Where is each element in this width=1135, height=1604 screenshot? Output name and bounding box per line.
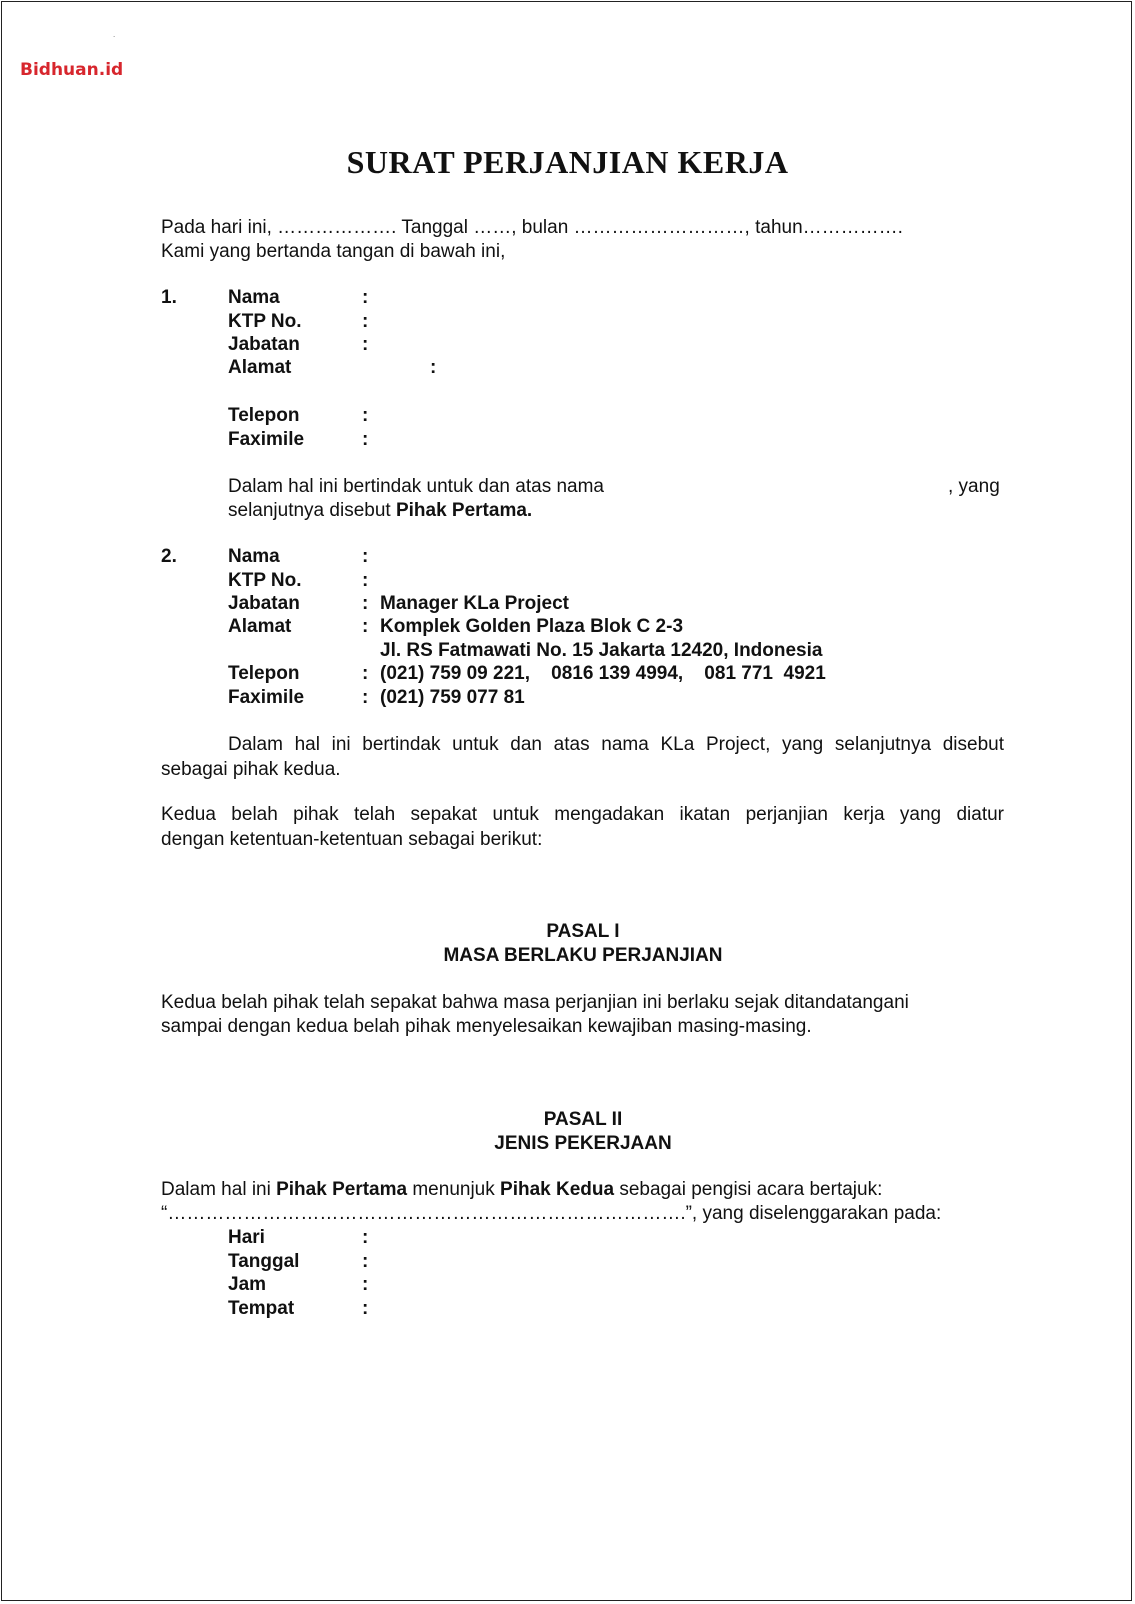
pasal2-line-1	[161, 1178, 882, 1202]
party1-nama-label: Nama	[228, 287, 280, 308]
logo-mark: .	[113, 30, 116, 39]
party1-ktp-label: KTP No.	[228, 311, 302, 332]
brand-logo: Bidhuan.id	[20, 60, 124, 80]
colon: :	[362, 1298, 369, 1319]
party1-desc-b: , yang	[948, 476, 1000, 497]
pasal1-heading: PASAL I	[546, 921, 620, 942]
party2-jabatan-label: Jabatan	[228, 593, 300, 614]
pasal2-tanggal-label: Tanggal	[228, 1251, 300, 1272]
pasal2-pihak-kedua: Pihak Kedua	[500, 1179, 615, 1200]
pasal2-text-c: menunjuk	[412, 1179, 495, 1200]
party1-faximile-label: Faximile	[228, 429, 305, 450]
colon: :	[362, 1227, 369, 1248]
party2-number: 2.	[161, 546, 177, 567]
pasal2-jam-label: Jam	[228, 1274, 267, 1295]
colon: :	[362, 1251, 369, 1272]
colon: :	[362, 687, 369, 708]
colon: :	[362, 311, 369, 332]
party2-faximile-value: (021) 759 077 81	[380, 687, 525, 708]
pasal1-line-2: sampai dengan kedua belah pihak menyelesaikan kewajiban masing-masing.	[161, 1016, 812, 1037]
colon: :	[362, 546, 369, 567]
pasal1-subheading: MASA BERLAKU PERJANJIAN	[443, 945, 723, 966]
colon: :	[362, 334, 369, 355]
pasal2-hari-label: Hari	[228, 1227, 265, 1248]
colon: :	[362, 663, 369, 684]
colon: :	[430, 357, 437, 378]
pasal2-subheading: JENIS PEKERJAAN	[494, 1133, 672, 1154]
party1-jabatan-label: Jabatan	[228, 334, 300, 355]
pasal2-pihak-pertama: Pihak Pertama	[276, 1179, 408, 1200]
pasal2-tempat-label: Tempat	[228, 1298, 295, 1319]
intro-line-2: Kami yang bertanda tangan di bawah ini,	[161, 241, 506, 262]
party1-desc-a: Dalam hal ini bertindak untuk dan atas nama	[228, 476, 605, 497]
pasal2-text-a: Dalam hal ini	[161, 1179, 271, 1200]
colon: :	[362, 429, 369, 450]
colon: :	[362, 1274, 369, 1295]
colon: :	[362, 405, 369, 426]
party1-telepon-label: Telepon	[228, 405, 300, 426]
party2-alamat-label: Alamat	[228, 616, 292, 637]
party2-desc-line2: sebagai pihak kedua.	[161, 759, 341, 780]
colon: :	[362, 287, 369, 308]
party2-telepon-value: (021) 759 09 221, 0816 139 4994, 081 771 4921	[380, 663, 826, 684]
party2-alamat-value-1: Komplek Golden Plaza Blok C 2-3	[380, 616, 684, 637]
pasal1-line-1: Kedua belah pihak telah sepakat bahwa masa perjanjian ini berlaku sejak ditandatangani	[161, 992, 909, 1013]
pasal2-line-2: “……………………………………………………………………….”, yang diselenggarakan pada:	[161, 1203, 942, 1224]
colon: :	[362, 616, 369, 637]
party2-ktp-label: KTP No.	[228, 570, 302, 591]
party1-desc-line2	[228, 499, 532, 523]
party2-telepon-label: Telepon	[228, 663, 300, 684]
document-title: SURAT PERJANJIAN KERJA	[346, 144, 789, 180]
pasal2-text-e: sebagai pengisi acara bertajuk:	[619, 1179, 883, 1200]
party2-desc-line1: Dalam hal ini bertindak untuk dan atas nama KLa Project, yang selanjutnya disebut	[228, 734, 1004, 755]
party2-faximile-label: Faximile	[228, 687, 305, 708]
party2-nama-label: Nama	[228, 546, 280, 567]
party2-jabatan-value: Manager KLa Project	[380, 593, 569, 614]
agreement-line-1: Kedua belah pihak telah sepakat untuk mengadakan ikatan perjanjian kerja yang diatur	[161, 804, 1004, 825]
colon: :	[362, 593, 369, 614]
party1-role: Pihak Pertama.	[395, 500, 533, 521]
colon: :	[362, 570, 369, 591]
party2-alamat-value-2: Jl. RS Fatmawati No. 15 Jakarta 12420, Indonesia	[380, 640, 823, 661]
agreement-line-2: dengan ketentuan-ketentuan sebagai berikut:	[161, 829, 543, 850]
pasal2-heading: PASAL II	[543, 1109, 623, 1130]
document-page	[1, 1, 1132, 1601]
intro-line-1: Pada hari ini, ………………. Tanggal ……, bulan ………………………, tahun…………….	[161, 217, 903, 238]
party1-alamat-label: Alamat	[228, 357, 292, 378]
party1-desc-c: selanjutnya disebut	[228, 500, 391, 521]
party1-number: 1.	[161, 287, 177, 308]
